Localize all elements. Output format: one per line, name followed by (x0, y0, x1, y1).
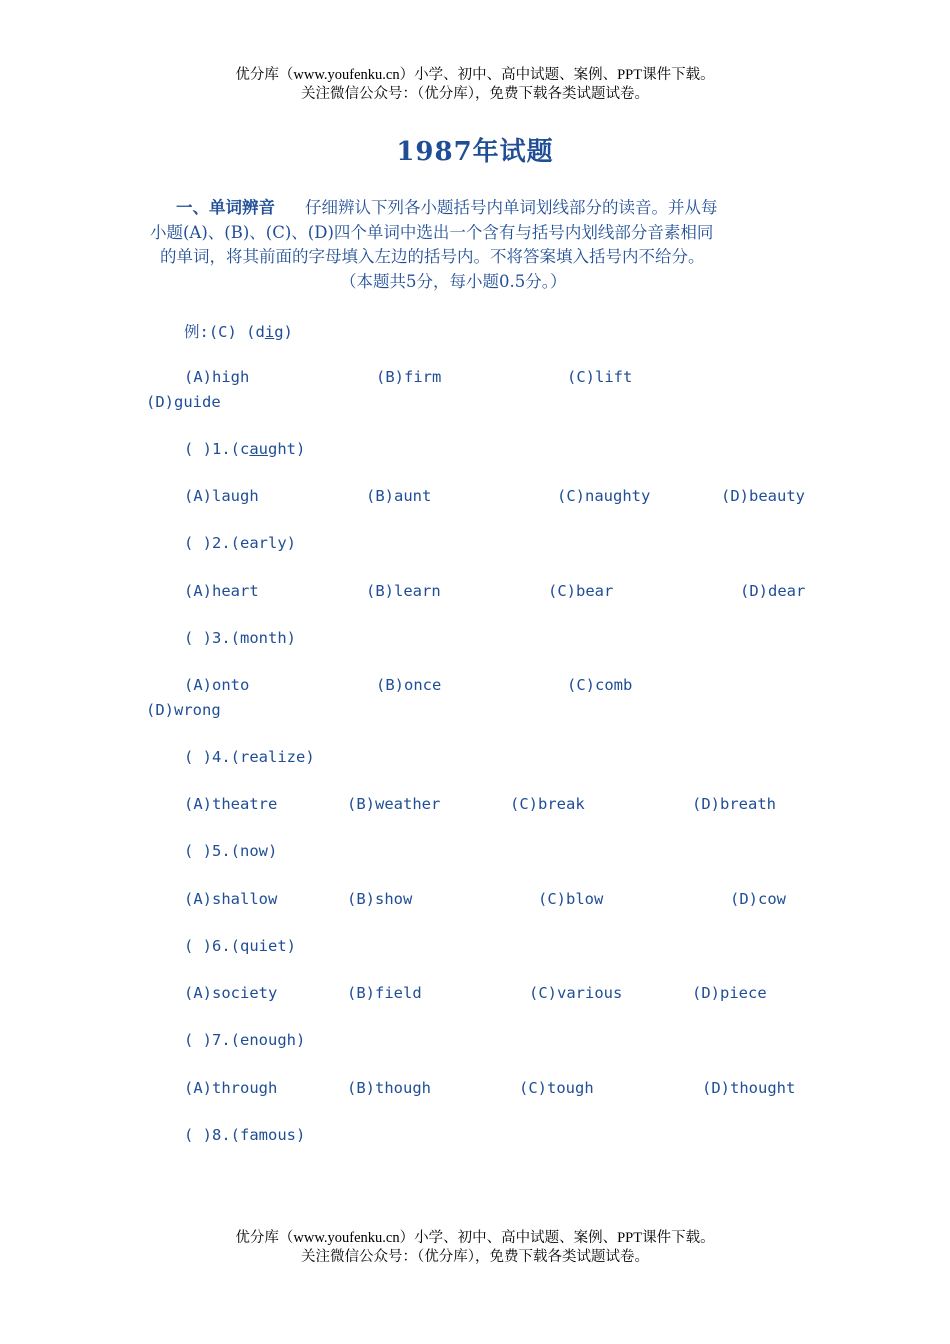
page-header (0, 66, 950, 104)
question-7-option-b: (B)though (347, 1079, 431, 1097)
question-1-option-d: (D)beauty (721, 487, 805, 505)
question-3-stem: ( )3.(month) (184, 629, 296, 647)
question-5-option-d: (D)cow (730, 890, 786, 908)
question-7-option-d: (D)thought (702, 1079, 796, 1097)
question-3-option-c: (C)comb (567, 676, 633, 694)
question-2-stem: ( )2.(early) (184, 534, 296, 552)
intro-line-3: 的单词，将其前面的字母填入左边的括号内。不将答案填入括号内不给分。 (160, 247, 705, 266)
question-5-option-a: (A)shallow (184, 890, 278, 908)
header-line-2: 关注微信公众号：（优分库），免费下载各类试题试卷。 (301, 86, 649, 102)
page-footer (0, 1229, 950, 1267)
page-title: 1987年试题 (396, 137, 554, 167)
question-8-stem: ( )8.(famous) (184, 1126, 306, 1144)
question-1-stem: ( )1.(caught) (184, 440, 306, 458)
question-4-option-b: (B)weather (347, 795, 441, 813)
header-line-1: 优分库（www.youfenku.cn）小学、初中、高中试题、案例、PPT课件下载。 (235, 67, 715, 83)
question-6-option-d: (D)piece (692, 984, 767, 1002)
example-option-b: (B)firm (376, 368, 442, 386)
question-4-option-d: (D)breath (692, 795, 776, 813)
question-1-option-b: (B)aunt (366, 487, 432, 505)
question-6-option-b: (B)field (347, 984, 422, 1002)
intro-line-1: 一、单词辨音 仔细辨认下列各小题括号内单词划线部分的读音。并从每 (176, 198, 718, 217)
question-2-option-a: (A)heart (184, 582, 259, 600)
question-2-option-c: (C)bear (548, 582, 614, 600)
example-option-a: (A)high (184, 368, 250, 386)
example-stem: 例:(C) (dig) (184, 323, 293, 341)
question-7-option-a: (A)through (184, 1079, 278, 1097)
footer-line-1: 优分库（www.youfenku.cn）小学、初中、高中试题、案例、PPT课件下载。 (235, 1230, 715, 1246)
question-4-stem: ( )4.(realize) (184, 748, 315, 766)
question-4-option-c: (C)break (510, 795, 585, 813)
question-7-option-c: (C)tough (519, 1079, 594, 1097)
question-6-option-c: (C)various (529, 984, 623, 1002)
question-2-option-b: (B)learn (366, 582, 441, 600)
question-5-stem: ( )5.(now) (184, 842, 278, 860)
question-4-option-a: (A)theatre (184, 795, 278, 813)
question-5-option-c: (C)blow (538, 890, 604, 908)
example-option-d: (D)guide (146, 393, 221, 411)
question-5-option-b: (B)show (347, 890, 413, 908)
question-6-stem: ( )6.(quiet) (184, 937, 296, 955)
question-3-option-b: (B)once (376, 676, 442, 694)
question-6-option-a: (A)society (184, 984, 278, 1002)
example-option-c: (C)lift (567, 368, 633, 386)
intro-line-4: （本题共5分，每小题0.5分。） (340, 271, 567, 291)
footer-line-2: 关注微信公众号：（优分库），免费下载各类试题试卷。 (301, 1249, 649, 1265)
question-3-option-d: (D)wrong (146, 701, 221, 719)
intro-line-2: 小题(A)、(B)、(C)、(D)四个单词中选出一个含有与括号内划线部分音素相同 (150, 222, 714, 242)
question-2-option-d: (D)dear (740, 582, 806, 600)
section-heading: 一、单词辨音 (176, 198, 275, 217)
question-7-stem: ( )7.(enough) (184, 1031, 306, 1049)
question-1-option-c: (C)naughty (557, 487, 651, 505)
question-1-option-a: (A)laugh (184, 487, 259, 505)
question-3-option-a: (A)onto (184, 676, 250, 694)
